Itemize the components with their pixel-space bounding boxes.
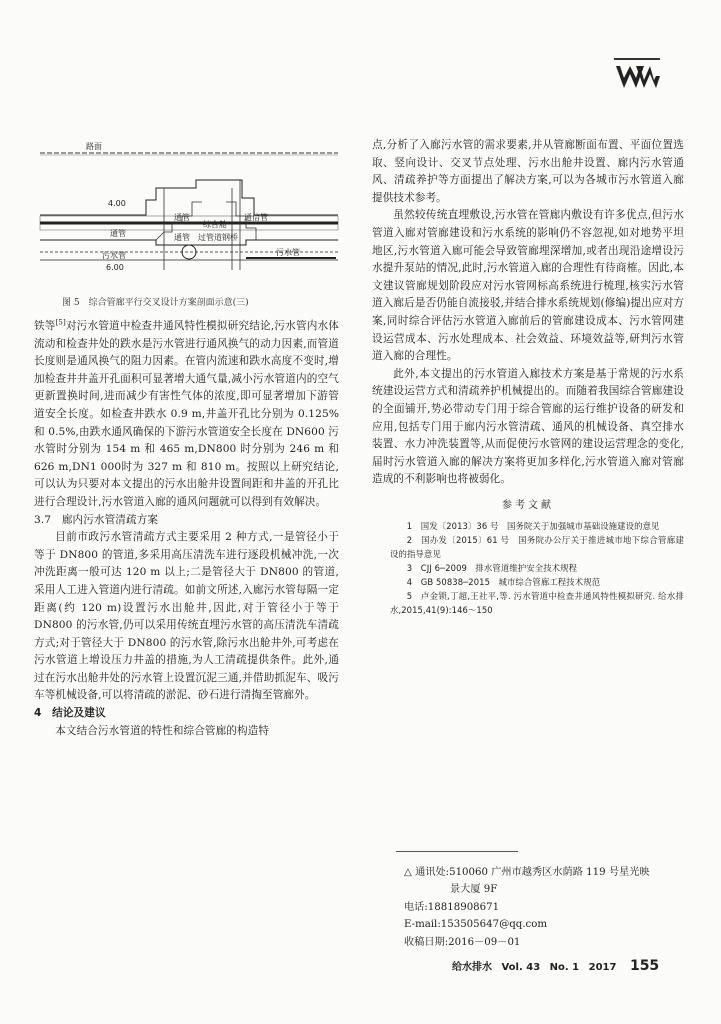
paragraph-outlook: 此外,本文提出的污水管道入廊技术方案是基于常规的污水系统建设运营方式和清疏养护机械提出的。而随着我国综合管廊建设的全面铺开,势必带动专门用于综合管廊的运行维护设备的研发和应用,包括专门用于廊内污水管清疏、通风的机械设备、真空排水装置、水力冲洗装置等,从而促使污水管网的建设运营理念的变化,届时污水管道入廊的解决方案将更加多样化,污水管道入廊对管廊造成的不利影响也将被弱化。 xyxy=(372,367,684,486)
figure-channel-right: 通信管 xyxy=(244,213,268,222)
right-column xyxy=(372,137,684,617)
figure-elev-bottom: 6.00 xyxy=(106,263,124,272)
author-contact xyxy=(404,864,704,951)
volume: Vol. 43 xyxy=(501,962,541,973)
journal-logo-icon xyxy=(614,58,660,92)
cross-section-figure xyxy=(36,140,342,290)
figure-cross-channel: 过管道钢桥 xyxy=(198,233,238,242)
page-footer xyxy=(452,958,665,974)
ref-author: 铁等 xyxy=(34,320,56,332)
reference-item: 1 国发〔2013〕36 号 国务院关于加强城市基础设施建设的意见 xyxy=(406,521,660,532)
figure-caption: 图 5 综合管廊平行交叉设计方案剖面示意(三) xyxy=(62,298,249,308)
reference-item: 4 GB 50838─2015 城市综合管廊工程技术规范 xyxy=(406,577,601,588)
paragraph-conclusion-cont: 点,分析了入廊污水管的需求要素,并从管廊断面布置、平面位置选取、竖向设计、交叉节点处理、污水出舱井设置、廊内污水管通风、清疏养护等方面提出了解决方案,可以为各城市污水管道入廊提供技术参考。 xyxy=(372,139,684,204)
journal-name: 给水排水 xyxy=(452,962,492,973)
figure-road-label: 路面 xyxy=(86,142,102,151)
address-line: △ 通讯处:510060 广州市越秀区水荫路 119 号星光映 xyxy=(404,867,650,878)
contact-separator xyxy=(396,851,518,852)
received-date: 收稿日期:2016－09－01 xyxy=(404,936,521,948)
figure-channel-top: 通管 xyxy=(174,213,190,222)
phone: 电话:18818908671 xyxy=(404,901,500,913)
address-line-2: 景大厦 9F xyxy=(450,884,498,896)
citation-5: [5] xyxy=(55,318,66,327)
figure-elev-top: 4.00 xyxy=(108,199,126,208)
figure-sewer-right: 污水管 xyxy=(276,248,300,257)
figure-channel-mid: 综合舱 xyxy=(203,220,227,229)
paragraph-ventilation-text: 对污水管道中检查井通风特性模拟研究结论,污水管内水体流动和检查井处的跌水是污水管进行通风换气的动力因素,而管道长度则是通风换气的阻力因素。在管内流速和跌水高度不变时,增加检查井井盖开孔面积可显著增大通气量,减小污水管道内的空气更新置换时间,进而减少有害性气体的浓度,即可显著增加下游管道安全长度。如检查井跌水 0.9 m,井盖开孔比分别为 0.125%和 0.5%,由跌水通风确保的下游污水管道安全长度在 DN600 污水管时分别为 154 m 和 465 m,DN800 时分别为 246 m 和 626 m,DN1 000时为 327 m 和 810 m。按照以上研究结论,可以认为只要对本文提出的污水出舱井设置间距和井盖的开孔比进行合理设计,污水管道入廊的通风问题就可以得到有效解决。 xyxy=(34,320,339,508)
issue-number: No. 1 xyxy=(549,962,580,973)
page-number: 155 xyxy=(629,958,660,974)
reference-item: 5 卢金锁,丁超,王社平,等. 污水管道中检查井通风特性模拟研究. 给水排水,2015,41(9):146～150 xyxy=(390,591,684,616)
left-column xyxy=(34,318,339,740)
section-4-heading: 4 结论及建议 xyxy=(34,707,106,720)
year: 2017 xyxy=(588,962,617,973)
references-title: 参考文献 xyxy=(502,499,554,511)
section-3-7-heading: 3.7 廊内污水管清疏方案 xyxy=(34,513,159,526)
paragraph-conclusion-start: 本文结合污水管道的特性和综合管廊的构造特 xyxy=(55,724,270,737)
paragraph-ventilation xyxy=(34,318,339,512)
figure-sewer-left: 污水管 xyxy=(102,251,126,260)
figure-channel-down: 通管 xyxy=(174,233,190,242)
paragraph-advantages: 虽然较传统直埋敷设,污水管在管廊内敷设有许多优点,但污水管道入廊对管廊建设和污水系统的影响仍不容忽视,如对地势平坦地区,污水管道入廊可能会导致管廊埋深增加,或者出现沿途增设污水提升泵站的情况,此时,污水管道入廊的合理性有待商榷。因此,本文建议管廊规划阶段应对污水管网标高系统进行梳理,核实污水管道入廊后是否仍能自流接驳,并结合排水系统规划(修编)提出应对方案,同时综合评估污水管道入廊前后的管廊建设成本、污水管网建设运营成本、污水处理成本、社会效益、环境效益等,研判污水管道入廊的合理性。 xyxy=(372,209,684,363)
reference-item: 3 CJJ 6─2009 排水管道维护安全技术规程 xyxy=(406,563,578,574)
paragraph-cleaning: 目前市政污水管清疏方式主要采用 2 种方式,一是管径小于等于 DN800 的管道,多采用高压清洗车进行逐段机械冲洗,一次冲洗距离一般可达 120 m 以上;二是管径大于 DN800 的管道,采用人工进入管道内进行清疏。如前文所述,入廊污水管每隔一定距离(约 120 m)设置污水出舱井,因此,对于管径小于等于 DN800 的污水管,仍可以采用传统直埋污水管的高压清洗车清疏方式;对于管径大于 DN800 的污水管,除污水出舱井外,可考虑在污水管道上增设压力井盖的措施,为人工清疏提供条件。此外,通过在污水出舱井处的污水管上设置沉泥三通,并借助抓泥车、吸污车等机械设备,可以将清疏的淤泥、砂石进行清掏至管廊外。 xyxy=(34,531,339,702)
email: E-mail:153505647@qq.com xyxy=(404,919,548,931)
figure-channel-left: 通管 xyxy=(110,229,126,238)
reference-item: 2 国办发〔2015〕61 号 国务院办公厅关于推进城市地下综合管廊建设的指导意见 xyxy=(390,535,684,560)
triangle-icon: △ xyxy=(404,867,412,878)
references-list xyxy=(372,519,684,617)
